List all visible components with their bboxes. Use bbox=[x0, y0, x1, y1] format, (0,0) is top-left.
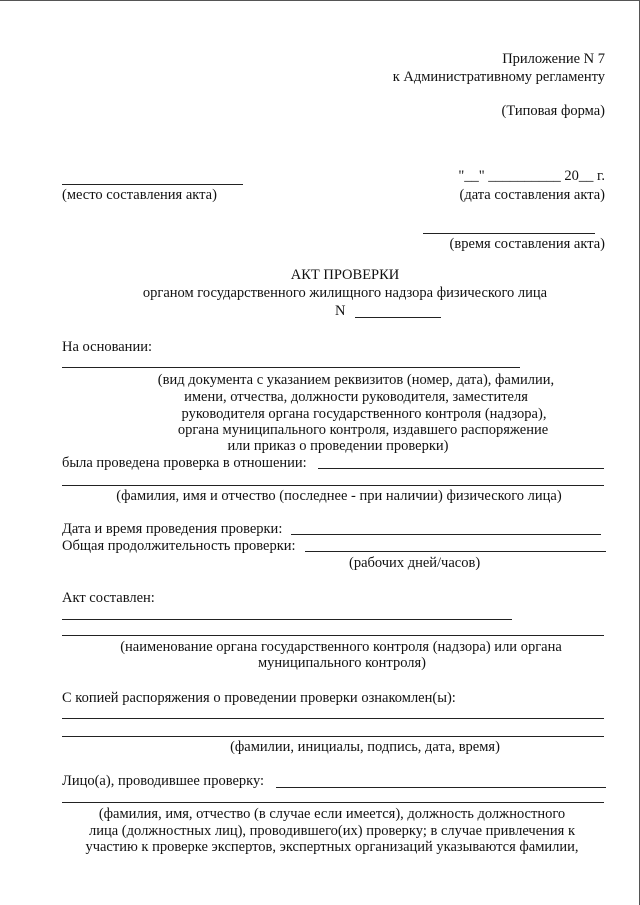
place-line[interactable] bbox=[62, 184, 243, 185]
act-subtitle: органом государственного жилищного надзора физического лица bbox=[142, 285, 548, 301]
act-drawn-caption-2: муниципального контроля) bbox=[258, 655, 426, 671]
date-caption: (дата составления акта) bbox=[459, 187, 605, 203]
datetime-line[interactable] bbox=[291, 534, 601, 535]
basis-caption-3: руководителя органа государственного контроля (надзора), bbox=[181, 406, 547, 422]
basis-line[interactable] bbox=[62, 367, 520, 368]
basis-caption-1: (вид документа с указанием реквизитов (номер, дата), фамилии, bbox=[157, 372, 555, 388]
inspector-line-2[interactable] bbox=[62, 802, 604, 803]
inspection-target-line-2[interactable] bbox=[62, 485, 604, 486]
copy-caption: (фамилии, инициалы, подпись, дата, время) bbox=[230, 739, 500, 755]
inspector-label: Лицо(а), проводившее проверку: bbox=[62, 773, 265, 789]
act-drawn-line[interactable] bbox=[62, 619, 512, 620]
basis-caption-5: или приказ о проведении проверки) bbox=[227, 438, 449, 454]
copy-line-1[interactable] bbox=[62, 718, 604, 719]
duration-caption: (рабочих дней/часов) bbox=[349, 555, 481, 571]
basis-caption-2: имени, отчества, должности руководителя, заместителя bbox=[184, 389, 528, 405]
act-number-label: N bbox=[335, 303, 346, 319]
regulation-reference: к Административному регламенту bbox=[392, 69, 605, 85]
datetime-label: Дата и время проведения проверки: bbox=[62, 521, 283, 537]
act-drawn-caption-1: (наименование органа государственного контроля (надзора) или органа bbox=[120, 639, 562, 655]
time-caption: (время составления акта) bbox=[449, 236, 605, 252]
inspector-caption-2: лица (должностных лиц), проводившего(их) проверку; в случае привлечения к bbox=[88, 823, 575, 839]
place-caption: (место составления акта) bbox=[62, 187, 217, 203]
inspection-target-line[interactable] bbox=[318, 468, 604, 469]
copy-label: С копией распоряжения о проведении проверки ознакомлен(ы): bbox=[62, 690, 456, 706]
inspector-caption-3: участию к проверке экспертов, экспертных организаций указываются фамилии, bbox=[85, 839, 579, 855]
inspector-caption-1: (фамилия, имя, отчество (в случае если имеется), должность должностного bbox=[98, 806, 566, 822]
form-type: (Типовая форма) bbox=[501, 103, 605, 119]
basis-label: На основании: bbox=[62, 339, 152, 355]
duration-line[interactable] bbox=[305, 551, 606, 552]
act-drawn-label: Акт составлен: bbox=[62, 590, 155, 606]
time-line[interactable] bbox=[423, 233, 595, 234]
date-template[interactable]: "__" __________ 20__ г. bbox=[458, 168, 605, 184]
inspector-line[interactable] bbox=[276, 787, 606, 788]
act-number-line[interactable] bbox=[355, 317, 441, 318]
duration-label: Общая продолжительность проверки: bbox=[62, 538, 296, 554]
basis-caption-4: органа муниципального контроля, издавшего распоряжение bbox=[177, 422, 549, 438]
person-caption: (фамилия, имя и отчество (последнее - при наличии) физического лица) bbox=[116, 488, 562, 504]
act-drawn-line-2[interactable] bbox=[62, 635, 604, 636]
act-title: АКТ ПРОВЕРКИ bbox=[290, 267, 400, 283]
appendix-number: Приложение N 7 bbox=[502, 51, 605, 67]
copy-line-2[interactable] bbox=[62, 736, 604, 737]
inspection-target-label: была проведена проверка в отношении: bbox=[62, 455, 307, 471]
